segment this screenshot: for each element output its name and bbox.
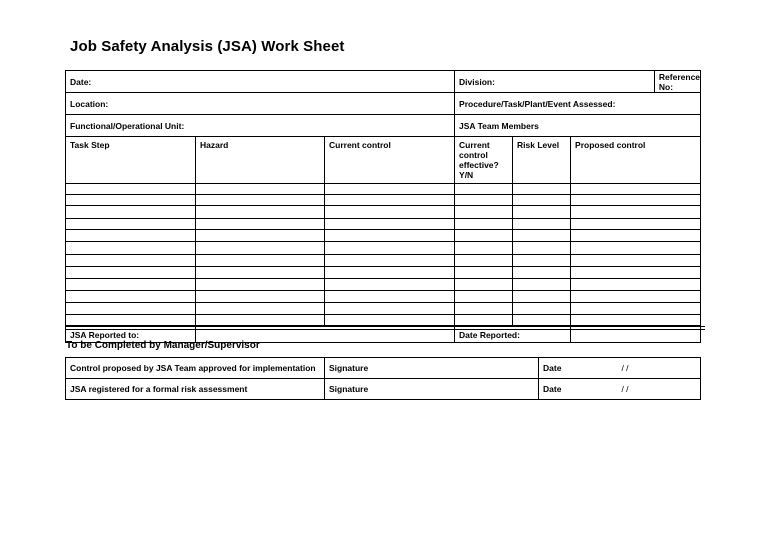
division-label: Division: [455, 71, 655, 92]
entry-cell[interactable] [196, 279, 325, 291]
section-divider-top [65, 326, 705, 327]
table-row [66, 219, 701, 230]
approval-row [66, 358, 701, 379]
table-row [66, 184, 701, 195]
table-row [66, 230, 701, 242]
entry-cell[interactable] [196, 242, 325, 255]
functional-unit-field[interactable] [66, 115, 455, 137]
entry-cell[interactable] [455, 267, 513, 279]
entry-cell[interactable] [571, 267, 701, 279]
entry-cell[interactable] [455, 303, 513, 315]
entry-cell[interactable] [66, 291, 196, 303]
col-effective-line-1: Current [459, 140, 490, 150]
entry-cell[interactable] [455, 206, 513, 219]
entry-cell[interactable] [513, 184, 571, 195]
reported-to-label: JSA Reported to: [66, 326, 196, 343]
date-reported-label: Date Reported: [455, 326, 571, 343]
table-row [66, 291, 701, 303]
entry-cell[interactable] [455, 242, 513, 255]
entry-cell[interactable] [196, 195, 325, 206]
page-title: Job Safety Analysis (JSA) Work Sheet [70, 38, 345, 55]
entry-cell[interactable] [66, 267, 196, 279]
table-row [66, 303, 701, 315]
entry-cell[interactable] [196, 184, 325, 195]
entry-cell[interactable] [513, 255, 571, 267]
entry-cell[interactable] [196, 219, 325, 230]
entry-cell[interactable] [513, 195, 571, 206]
date-label: Date [543, 384, 562, 394]
entry-cell[interactable] [66, 242, 196, 255]
signature-field[interactable] [325, 379, 539, 400]
entry-cell[interactable] [325, 195, 455, 206]
entry-cell[interactable] [513, 279, 571, 291]
entry-cell[interactable] [571, 291, 701, 303]
entry-cell[interactable] [66, 255, 196, 267]
entry-cell[interactable] [196, 267, 325, 279]
section-divider-bottom [65, 329, 705, 330]
entry-cell[interactable] [455, 315, 513, 327]
col-effective-line-3: effective? [459, 160, 499, 170]
entry-cell[interactable] [571, 219, 701, 230]
entry-cell[interactable] [196, 291, 325, 303]
entry-cell[interactable] [455, 255, 513, 267]
team-members-field[interactable] [455, 115, 701, 137]
entry-cell[interactable] [325, 230, 455, 242]
team-members-label: JSA Team Members [459, 120, 539, 131]
division-field[interactable] [455, 71, 701, 93]
entry-cell[interactable] [513, 206, 571, 219]
entry-cell[interactable] [196, 255, 325, 267]
entry-cell[interactable] [66, 279, 196, 291]
entry-cell[interactable] [571, 303, 701, 315]
entry-cell[interactable] [455, 184, 513, 195]
entry-cell[interactable] [66, 184, 196, 195]
entry-cell[interactable] [571, 242, 701, 255]
date-label: Date: [70, 76, 92, 87]
entry-cell[interactable] [325, 291, 455, 303]
date-field[interactable] [539, 379, 701, 400]
functional-unit-label: Functional/Operational Unit: [70, 120, 185, 131]
entry-cell[interactable] [571, 195, 701, 206]
col-hazard: Hazard [196, 137, 325, 184]
entry-cell[interactable] [571, 184, 701, 195]
entry-cell[interactable] [66, 230, 196, 242]
entry-cell[interactable] [455, 279, 513, 291]
procedure-label: Procedure/Task/Plant/Event Assessed: [459, 98, 616, 109]
entry-cell[interactable] [196, 315, 325, 327]
entry-cell[interactable] [455, 291, 513, 303]
table-row [66, 267, 701, 279]
manager-approval-table [65, 357, 701, 400]
signature-label: Signature [329, 384, 369, 394]
location-field[interactable] [66, 93, 455, 115]
jsa-worksheet-table [65, 70, 701, 343]
signature-field[interactable] [325, 358, 539, 379]
entry-cell[interactable] [571, 315, 701, 327]
entry-cell[interactable] [325, 315, 455, 327]
entry-cell[interactable] [455, 230, 513, 242]
table-row [66, 255, 701, 267]
entry-cell[interactable] [66, 206, 196, 219]
table-row [66, 242, 701, 255]
date-label: Date [543, 363, 562, 373]
reference-label: Reference No: [658, 71, 701, 92]
entry-cell[interactable] [196, 230, 325, 242]
entry-cell[interactable] [513, 291, 571, 303]
approval-row [66, 379, 701, 400]
entry-cell[interactable] [513, 230, 571, 242]
entry-cell[interactable] [66, 303, 196, 315]
entry-cell[interactable] [325, 206, 455, 219]
col-proposed-control: Proposed control [571, 137, 701, 184]
entry-cell[interactable] [513, 315, 571, 327]
date-field[interactable] [66, 71, 455, 93]
table-row [66, 315, 701, 327]
procedure-field[interactable] [455, 93, 701, 115]
entry-cell[interactable] [325, 219, 455, 230]
date-field[interactable] [539, 358, 701, 379]
col-effective-line-2: control [459, 150, 488, 160]
entry-cell[interactable] [325, 303, 455, 315]
entry-cell[interactable] [513, 267, 571, 279]
table-row [66, 279, 701, 291]
entry-cell[interactable] [571, 255, 701, 267]
entry-cell[interactable] [196, 303, 325, 315]
signature-label: Signature [329, 363, 369, 373]
entry-cell[interactable] [66, 219, 196, 230]
entry-cell[interactable] [455, 219, 513, 230]
col-effective-line-4: Y/N [459, 170, 474, 180]
location-label: Location: [70, 98, 109, 109]
table-row [66, 206, 701, 219]
entry-cell[interactable] [571, 279, 701, 291]
entry-cell[interactable] [571, 230, 701, 242]
entry-cell[interactable] [571, 206, 701, 219]
col-current-control: Current control [325, 137, 455, 184]
col-task-step: Task Step [66, 137, 196, 184]
col-control-effective [455, 137, 513, 184]
entry-cell[interactable] [325, 242, 455, 255]
entry-cell[interactable] [66, 315, 196, 327]
entry-cell[interactable] [325, 255, 455, 267]
date-slashes: / / [621, 363, 629, 373]
table-row [66, 195, 701, 206]
entry-cell[interactable] [325, 184, 455, 195]
entry-cell[interactable] [513, 219, 571, 230]
entry-cell[interactable] [455, 195, 513, 206]
entry-cell[interactable] [325, 267, 455, 279]
blank-entry-rows [66, 184, 701, 327]
date-slashes: / / [621, 384, 629, 394]
approval-item-label: Control proposed by JSA Team approved for implementation [66, 358, 325, 379]
entry-cell[interactable] [66, 195, 196, 206]
entry-cell[interactable] [325, 279, 455, 291]
entry-cell[interactable] [513, 242, 571, 255]
entry-cell[interactable] [513, 303, 571, 315]
entry-cell[interactable] [196, 206, 325, 219]
col-risk-level: Risk Level [513, 137, 571, 184]
approval-item-label: JSA registered for a formal risk assessment [66, 379, 325, 400]
manager-section-title: To be Completed by Manager/Supervisor [66, 340, 260, 351]
